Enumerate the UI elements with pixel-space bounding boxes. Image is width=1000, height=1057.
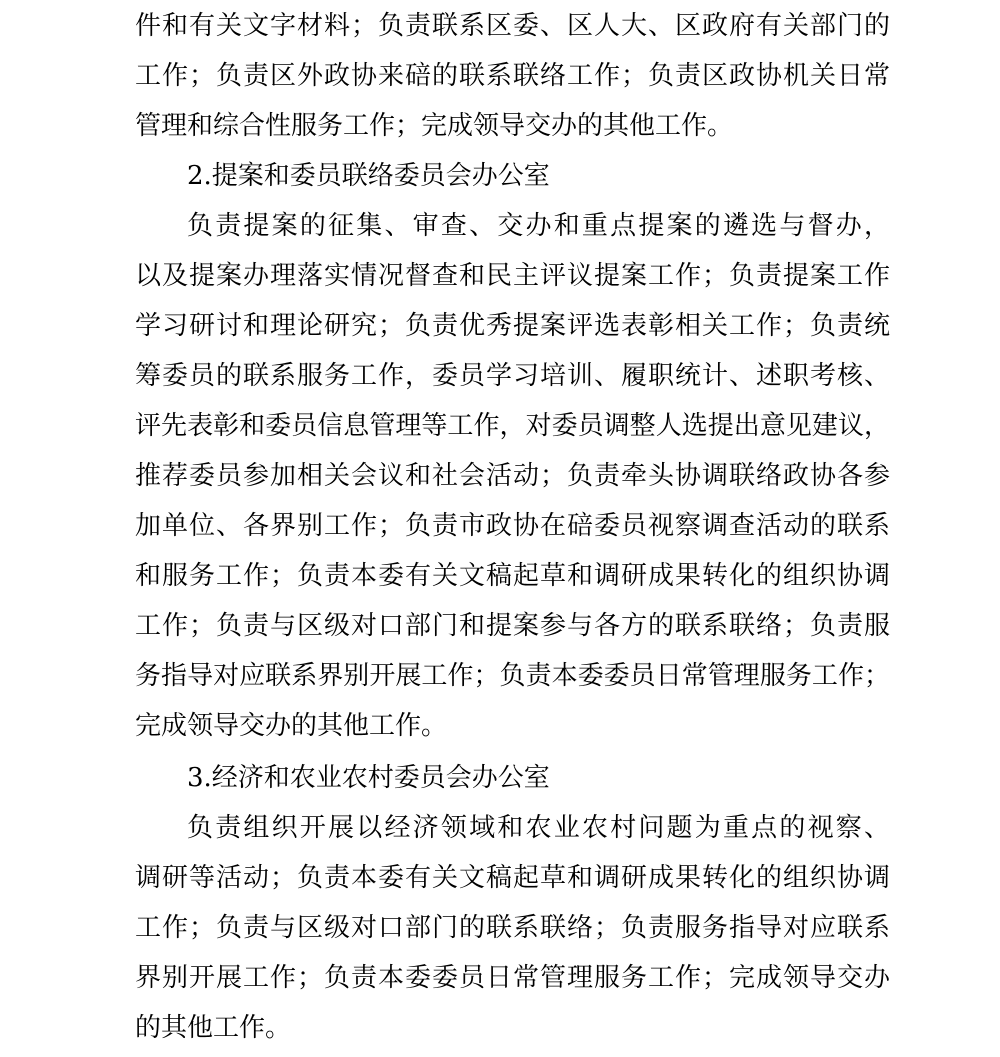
paragraph-line: 和服务工作；负责本委有关文稿起草和调研成果转化的组织协调 [135,561,890,591]
paragraph-line: 筹委员的联系服务工作，委员学习培训、履职统计、述职考核、 [135,361,890,391]
paragraph-line: 管理和综合性服务工作；完成领导交办的其他工作。 [135,111,734,141]
paragraph-line: 以及提案办理落实情况督查和民主评议提案工作；负责提案工作 [135,261,890,291]
paragraph-line: 务指导对应联系界别开展工作；负责本委委员日常管理服务工作； [135,661,890,691]
paragraph-line: 工作；负责与区级对口部门和提案参与各方的联系联络；负责服 [135,611,890,641]
paragraph-line: 负责组织开展以经济领域和农业农村问题为重点的视察、 [187,813,890,843]
paragraph-line: 加单位、各界别工作；负责市政协在碚委员视察调查活动的联系 [135,511,890,541]
section-heading: 2.提案和委员联络委员会办公室 [187,161,550,191]
paragraph-line: 工作；负责与区级对口部门的联系联络；负责服务指导对应联系 [135,913,890,943]
section-heading: 3.经济和农业农村委员会办公室 [187,763,550,793]
paragraph-line: 的其他工作。 [135,1013,292,1043]
paragraph-line: 负责提案的征集、审查、交办和重点提案的遴选与督办， [187,211,890,241]
paragraph-line: 调研等活动；负责本委有关文稿起草和调研成果转化的组织协调 [135,863,890,893]
paragraph-line: 学习研讨和理论研究；负责优秀提案评选表彰相关工作；负责统 [135,311,890,341]
paragraph-line: 工作；负责区外政协来碚的联系联络工作；负责区政协机关日常 [135,61,890,91]
paragraph-line: 推荐委员参加相关会议和社会活动；负责牵头协调联络政协各参 [135,461,890,491]
paragraph-line: 件和有关文字材料；负责联系区委、区人大、区政府有关部门的 [135,11,890,41]
paragraph-line: 完成领导交办的其他工作。 [135,711,448,741]
paragraph-line: 评先表彰和委员信息管理等工作，对委员调整人选提出意见建议， [135,411,890,441]
paragraph-line: 界别开展工作；负责本委委员日常管理服务工作；完成领导交办 [135,963,890,993]
